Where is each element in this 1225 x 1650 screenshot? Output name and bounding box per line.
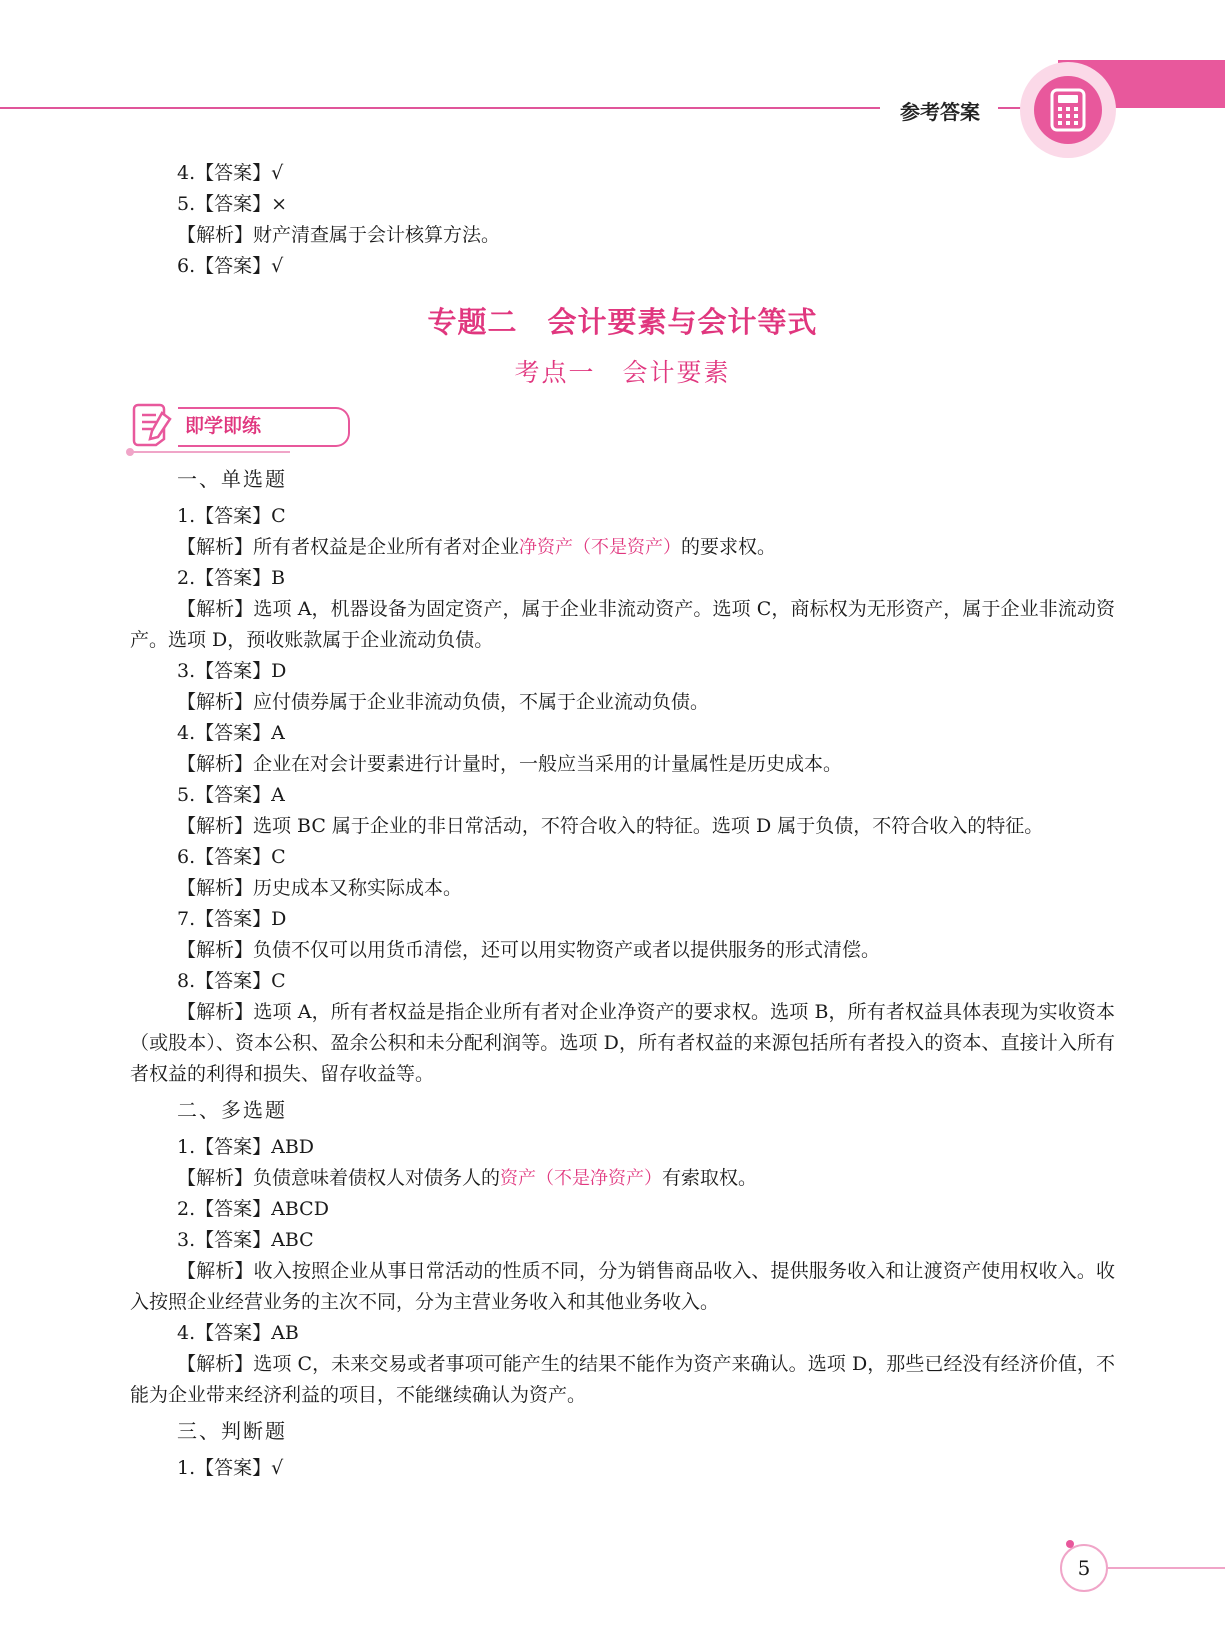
answer-line: 1.【答案】√ xyxy=(177,1457,284,1479)
analysis-line xyxy=(130,1163,1115,1194)
answer-line: 7.【答案】D xyxy=(177,908,287,930)
analysis-paragraph: 【解析】选项 C，未来交易或者事项可能产生的结果不能作为资产来确认。选项 D，那些已经没有经济价值，不能为企业带来经济利益的项目，不能继续确认为资产。 xyxy=(130,1353,1115,1406)
analysis-paragraph: 【解析】收入按照企业从事日常活动的性质不同，分为销售商品收入、提供服务收入和让渡资产使用权收入。收入按照企业经营业务的主次不同，分为主营业务收入和其他业务收入。 xyxy=(130,1260,1115,1313)
badge-underline xyxy=(130,451,290,453)
answer-line: 3.【答案】ABC xyxy=(177,1229,314,1251)
analysis-text: 【解析】负债意味着债权人对债务人的 xyxy=(177,1167,501,1189)
analysis-line: 【解析】应付债券属于企业非流动负债，不属于企业流动负债。 xyxy=(177,691,710,713)
answer-line: 4.【答案】A xyxy=(177,722,285,744)
answer-line: 6.【答案】C xyxy=(177,846,286,868)
point-title: 考点一 会计要素 xyxy=(514,358,731,387)
practice-badge xyxy=(130,397,1115,459)
notebook-pencil-icon xyxy=(132,399,176,449)
highlight-text: 净资产（不是资产） xyxy=(519,537,682,558)
badge-label: 即学即练 xyxy=(185,415,262,437)
section-heading: 二、多选题 xyxy=(177,1098,287,1122)
answer-line: 5.【答案】× xyxy=(177,193,288,215)
header-rule xyxy=(0,107,880,109)
header-title: 参考答案 xyxy=(900,100,980,124)
footer-rule xyxy=(1106,1567,1225,1569)
section-heading: 一、单选题 xyxy=(177,467,287,491)
analysis-line xyxy=(130,532,1115,563)
calculator-icon xyxy=(1050,88,1086,132)
answer-line: 6.【答案】√ xyxy=(177,255,284,277)
analysis-line: 【解析】财产清查属于会计核算方法。 xyxy=(177,224,501,246)
badge-dot xyxy=(126,448,134,456)
topic-title: 专题二 会计要素与会计等式 xyxy=(427,305,818,339)
page-number: 5 xyxy=(1060,1544,1108,1592)
analysis-line: 【解析】历史成本又称实际成本。 xyxy=(177,877,463,899)
analysis-paragraph: 【解析】选项 A，所有者权益是指企业所有者对企业净资产的要求权。选项 B，所有者权益具体表现为实收资本（或股本）、资本公积、盈余公积和未分配利润等。选项 D，所有者权益的来源包括所有者投入的资本、直接计入所有者权益的利得和损失、留存收益等。 xyxy=(130,1001,1115,1085)
page-dot xyxy=(1066,1540,1074,1548)
highlight-text: 资产（不是净资产） xyxy=(500,1168,663,1189)
answer-line: 2.【答案】ABCD xyxy=(177,1198,329,1220)
answer-line: 5.【答案】A xyxy=(177,784,285,806)
analysis-line: 【解析】选项 BC 属于企业的非日常活动，不符合收入的特征。选项 D 属于负债，不符合收入的特征。 xyxy=(177,815,1044,837)
analysis-line: 【解析】负债不仅可以用货币清偿，还可以用实物资产或者以提供服务的形式清偿。 xyxy=(177,939,881,961)
analysis-text: 的要求权。 xyxy=(681,536,777,558)
answer-line: 1.【答案】C xyxy=(177,505,286,527)
analysis-text: 【解析】所有者权益是企业所有者对企业 xyxy=(177,536,520,558)
section-heading: 三、判断题 xyxy=(177,1419,287,1443)
answer-line: 2.【答案】B xyxy=(177,567,286,589)
answer-line: 3.【答案】D xyxy=(177,660,287,682)
analysis-line: 【解析】企业在对会计要素进行计量时，一般应当采用的计量属性是历史成本。 xyxy=(177,753,843,775)
answer-line: 4.【答案】√ xyxy=(177,162,284,184)
page-content xyxy=(130,158,1115,1484)
answer-line: 8.【答案】C xyxy=(177,970,286,992)
analysis-text: 有索取权。 xyxy=(662,1167,758,1189)
analysis-paragraph: 【解析】选项 A，机器设备为固定资产，属于企业非流动资产。选项 C，商标权为无形资产，属于企业非流动资产。选项 D，预收账款属于企业流动负债。 xyxy=(130,598,1115,651)
answer-line: 4.【答案】AB xyxy=(177,1322,299,1344)
answer-line: 1.【答案】ABD xyxy=(177,1136,315,1158)
